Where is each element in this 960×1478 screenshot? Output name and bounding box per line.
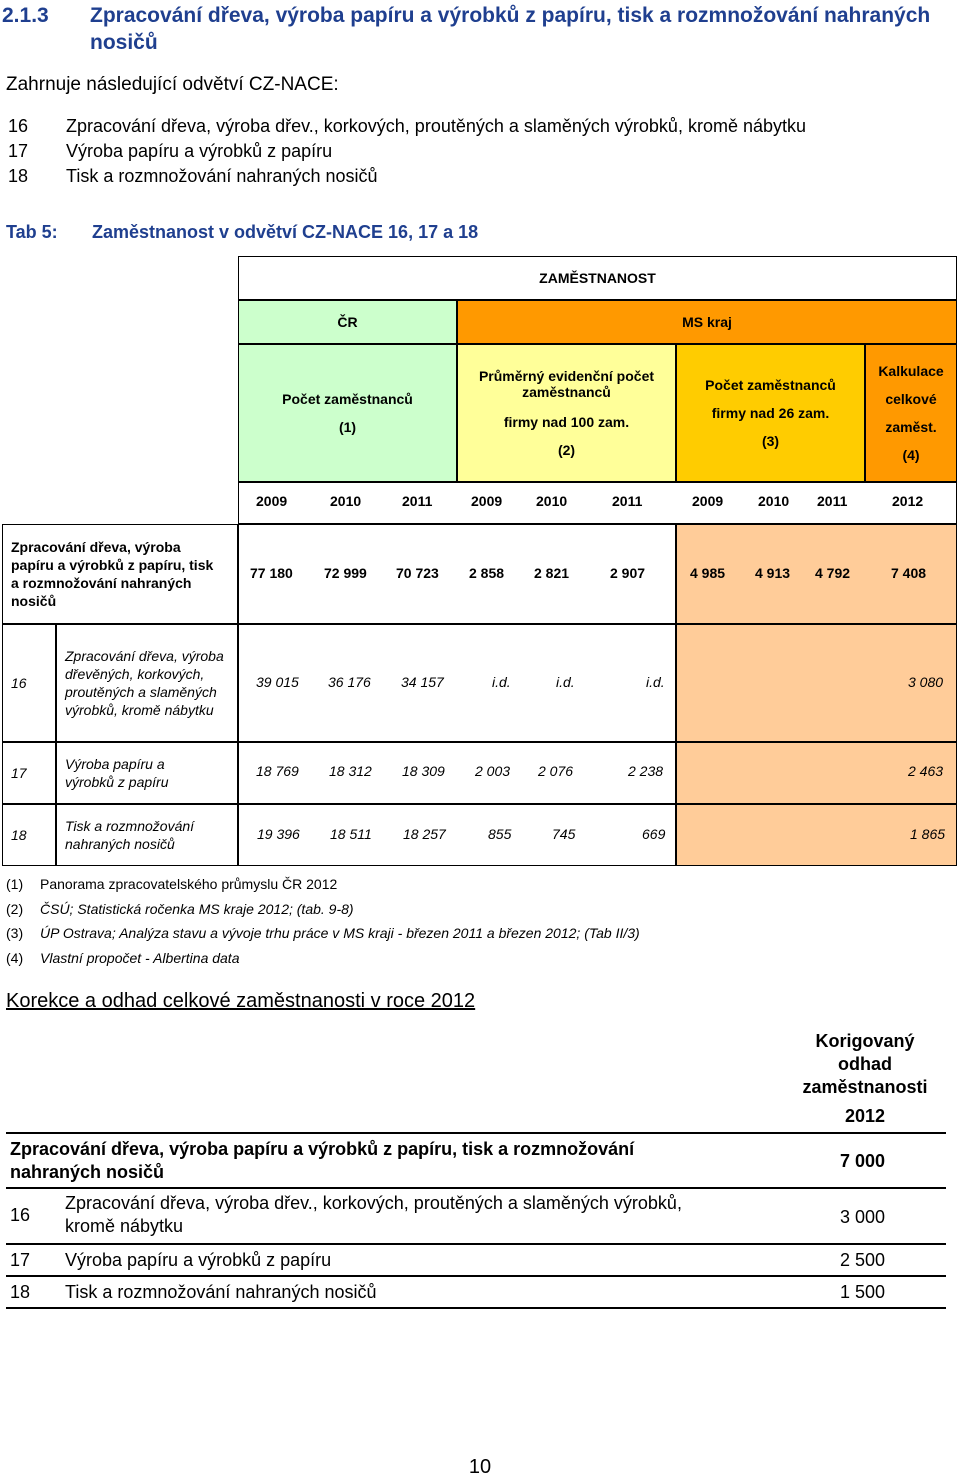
table-cell: 18 257 [403, 826, 446, 842]
footnote-number: (1) [6, 876, 24, 892]
header-col2 [457, 344, 676, 482]
section-title: Zpracování dřeva, výroba papíru a výrobků z papíru, tisk a rozmnožování nahraných nosičů [90, 4, 931, 54]
estimate-total-value: 7 000 [840, 1151, 886, 1171]
divider [6, 1187, 946, 1189]
header-col3-ref: (3) [761, 433, 780, 449]
table-cell: 18 769 [256, 763, 299, 779]
year-cell: 2010 [330, 493, 362, 509]
footnote-text: Vlastní propočet - Albertina data [40, 949, 240, 966]
header-col4-text3: zaměst. [885, 419, 937, 435]
year-cell: 2009 [256, 493, 288, 509]
table-cell: 70 723 [396, 565, 439, 581]
nace-code: 17 [8, 141, 29, 161]
header-col3 [676, 344, 865, 482]
header-col4-text: Kalkulace [878, 363, 944, 379]
estimate-row [0, 1280, 890, 1304]
table-cell: 36 176 [328, 674, 371, 690]
footnote-text: ČSÚ; Statistická ročenka MS kraje 2012; (tab. 9-8) [40, 900, 354, 917]
table-title: Zaměstnanost v odvětví CZ-NACE 16, 17 a 18 [92, 222, 479, 242]
table-cell: 855 [488, 826, 512, 842]
table-cell: 2 907 [610, 565, 646, 581]
table-cell: 745 [552, 826, 576, 842]
nace-code: 16 [8, 116, 29, 136]
year-cell: 2010 [758, 493, 790, 509]
table-cell: 669 [642, 826, 666, 842]
estimate-column-year: 2012 [844, 1106, 886, 1126]
page-number: 10 [468, 1456, 492, 1478]
table-cell: 2 076 [538, 763, 574, 779]
table-cell: 18 511 [330, 826, 372, 842]
year-cell: 2011 [402, 493, 433, 509]
row-label [56, 804, 238, 866]
nace-text: Tisk a rozmnožování nahraných nosičů [66, 166, 378, 186]
year-cell: 2011 [817, 493, 848, 509]
nace-text: Výroba papíru a výrobků z papíru [66, 141, 333, 161]
table-cell: 7 408 [891, 565, 927, 581]
estimate-row-code: 18 [10, 1282, 31, 1302]
estimate-total-row [0, 1138, 890, 1184]
row-cr-cells [238, 804, 676, 866]
estimate-row-label: Zpracování dřeva, výroba dřev., korkových, proutěných a slaměných výrobků, [65, 1193, 682, 1213]
section-number: 2.1.3 [2, 4, 49, 27]
footnote-number: (4) [6, 949, 24, 966]
table-cell: 77 180 [250, 565, 293, 581]
table-cell: 4 913 [755, 565, 791, 581]
header-col4-text2: celkové [885, 391, 937, 407]
total-row-label [2, 524, 238, 624]
row-label-text: Výroba papíru a výrobků z papíru [65, 756, 169, 790]
row-label-text: Zpracování dřeva, výroba dřevěných, korkových, proutěných a slaměných výrobků, kromě nábytku [65, 648, 224, 718]
estimate-row-value: 1 500 [840, 1282, 886, 1302]
table-cell: 34 157 [401, 674, 444, 690]
footnote-number: (2) [6, 900, 24, 917]
table-cell: i.d. [492, 674, 511, 690]
estimate-row-code: 17 [10, 1250, 31, 1270]
table-cell: 19 396 [257, 826, 300, 842]
row-cr-cells [238, 624, 676, 742]
estimate-row [0, 1248, 890, 1272]
row-cr-cells [238, 742, 676, 804]
row-label [56, 742, 238, 804]
total-row-label-text: Zpracování dřeva, výroba papíru a výrobků z papíru, tisk a rozmnožování nahraných nosičů [11, 539, 214, 609]
row-code: 16 [2, 624, 56, 742]
divider [6, 1275, 946, 1277]
table-cell: 4 792 [815, 565, 851, 581]
estimate-row-label: Výroba papíru a výrobků z papíru [65, 1250, 332, 1270]
table-cell: 2 858 [469, 565, 505, 581]
estimate-total-label: Zpracování dřeva, výroba papíru a výrobků z papíru, tisk a rozmnožování [10, 1139, 635, 1159]
header-employment: ZAMĚSTNANOST [238, 256, 957, 300]
table-cell: 2 003 [475, 763, 511, 779]
row-code: 18 [2, 804, 56, 866]
table-cell: 72 999 [324, 565, 367, 581]
divider [6, 1132, 946, 1134]
estimate-row-label-2: kromě nábytku [65, 1216, 184, 1236]
estimate-row-value: 3 000 [840, 1207, 886, 1227]
header-cr: ČR [238, 300, 457, 344]
table-cell: 18 309 [402, 763, 445, 779]
header-col4 [865, 344, 957, 482]
table-cell: 2 238 [628, 763, 664, 779]
table-cell: 3 080 [908, 674, 944, 690]
table-cell: 39 015 [256, 674, 299, 690]
footnote-text: ÚP Ostrava; Analýza stavu a vývoje trhu práce v MS kraji - březen 2011 a březen 2012; (Tab II/3) [40, 925, 640, 941]
table-cell: 2 821 [534, 565, 570, 581]
row-label [56, 624, 238, 742]
estimate-row [0, 1192, 890, 1240]
divider [6, 1243, 946, 1245]
footnote-number: (3) [6, 925, 24, 941]
header-col2-sub: firmy nad 100 zam. [503, 414, 630, 430]
table-cell: 18 312 [329, 763, 372, 779]
year-cell: 2009 [471, 493, 503, 509]
header-col2-ref: (2) [557, 442, 576, 458]
header-ms-kraj: MS kraj [457, 300, 957, 344]
header-col1 [238, 344, 457, 482]
header-col2-text: Průměrný evidenční počet zaměstnanců [478, 368, 655, 400]
footnote-text: Panorama zpracovatelského průmyslu ČR 2012 [40, 876, 338, 892]
table-label: Tab 5: [6, 222, 58, 242]
year-cell: 2011 [612, 493, 643, 509]
table-cell: 2 463 [908, 763, 944, 779]
intro-text: Zahrnuje následující odvětví CZ-NACE: [6, 74, 339, 95]
table-cell: i.d. [556, 674, 575, 690]
header-col3-sub: firmy nad 26 zam. [711, 405, 830, 421]
estimate-row-label: Tisk a rozmnožování nahraných nosičů [65, 1282, 377, 1302]
nace-code: 18 [8, 166, 29, 186]
header-col3-text: Počet zaměstnanců [705, 377, 836, 393]
header-col1-ref: (1) [338, 419, 357, 435]
estimate-row-value: 2 500 [840, 1250, 886, 1270]
divider [6, 1307, 946, 1309]
header-col4-ref: (4) [902, 447, 920, 463]
table-cell: 4 985 [690, 565, 726, 581]
year-cell: 2010 [536, 493, 568, 509]
year-cell: 2012 [892, 493, 924, 509]
row-label-text: Tisk a rozmnožování nahraných nosičů [65, 818, 195, 852]
table-cell: i.d. [646, 674, 665, 690]
estimate-row-code: 16 [10, 1205, 31, 1225]
nace-text: Zpracování dřeva, výroba dřev., korkových, proutěných a slaměných výrobků, kromě nábytku [66, 116, 807, 136]
estimate-total-label-2: nahraných nosičů [10, 1162, 165, 1182]
header-col1-text: Počet zaměstnanců [282, 391, 413, 407]
row-code: 17 [2, 742, 56, 804]
estimate-column-header: Korigovaný odhad zaměstnanosti [802, 1031, 928, 1097]
table-cell: 1 865 [910, 826, 946, 842]
section2-title: Korekce a odhad celkové zaměstnanosti v roce 2012 [6, 990, 476, 1012]
year-cell: 2009 [692, 493, 724, 509]
